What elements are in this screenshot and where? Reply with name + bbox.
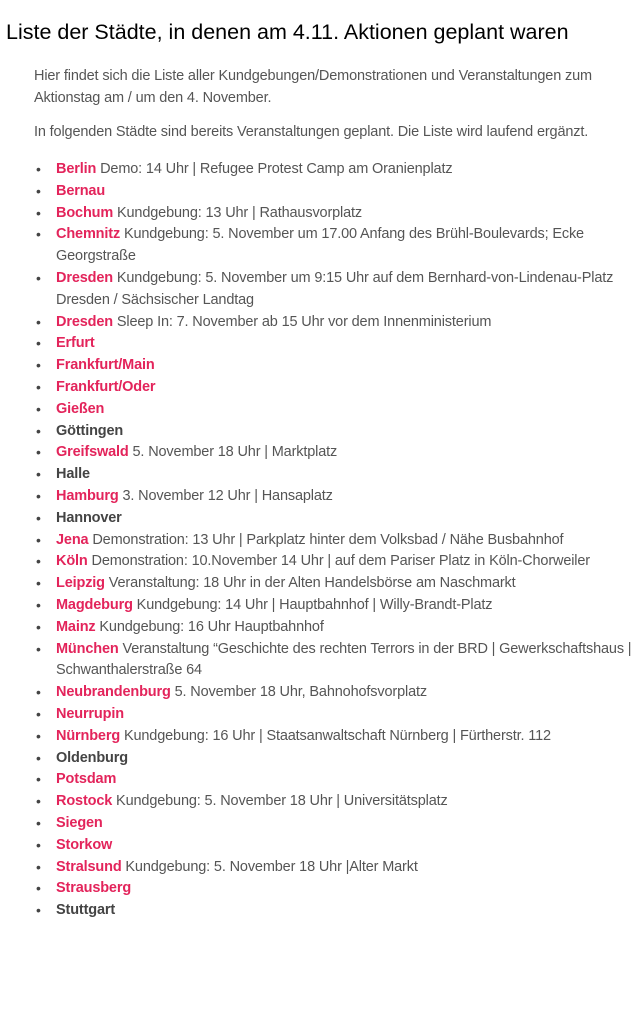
city-link[interactable]: Potsdam: [56, 771, 117, 788]
bullet-dot-icon: •: [36, 793, 41, 810]
bullet-dot-icon: •: [36, 204, 41, 221]
list-item: [34, 442, 634, 464]
list-item: [34, 573, 634, 595]
bullet-dot-icon: •: [36, 902, 41, 919]
event-detail: Demo: 14 Uhr | Refugee Protest Camp am Oranienplatz: [96, 161, 453, 177]
bullet-dot-icon: •: [36, 444, 41, 461]
city-name: Hannover: [56, 509, 122, 526]
bullet-dot-icon: •: [36, 705, 41, 722]
bullet-dot-icon: •: [36, 575, 41, 592]
list-item: [34, 704, 634, 726]
bullet-dot-icon: •: [36, 836, 41, 853]
list-item: [34, 508, 634, 530]
city-link[interactable]: Magdeburg: [56, 596, 133, 613]
event-detail: Kundgebung: 5. November 18 Uhr |Alter Markt: [121, 858, 418, 875]
city-link[interactable]: Rostock: [56, 793, 113, 810]
city-link[interactable]: Frankfurt/Oder: [56, 378, 156, 395]
list-item: [34, 464, 634, 486]
list-item: [34, 333, 634, 355]
bullet-dot-icon: •: [36, 400, 41, 417]
list-item: [34, 377, 634, 399]
list-item: [34, 486, 634, 508]
bullet-dot-icon: •: [36, 531, 41, 548]
city-link[interactable]: Frankfurt/Main: [56, 357, 155, 374]
city-link[interactable]: Berlin: [56, 161, 97, 177]
city-link[interactable]: Greifswald: [56, 444, 129, 461]
city-link[interactable]: Leipzig: [56, 575, 105, 592]
bullet-dot-icon: •: [36, 509, 41, 526]
list-item: [34, 813, 634, 835]
city-list: [34, 159, 634, 922]
bullet-dot-icon: •: [36, 487, 41, 504]
city-name: Oldenburg: [56, 749, 128, 766]
list-item: [34, 748, 634, 770]
bullet-dot-icon: •: [36, 684, 41, 701]
list-item: [34, 639, 634, 683]
event-detail: Kundgebung: 13 Uhr | Rathausvorplatz: [113, 204, 363, 221]
intro-paragraph: Hier findet sich die Liste aller Kundgebungen/Demonstrationen und Veranstaltungen zum Aktionstag am / um den 4. November.: [34, 68, 592, 106]
bullet-dot-icon: •: [36, 182, 41, 199]
list-item: [34, 421, 634, 443]
article-content: [34, 65, 634, 922]
list-item: [34, 617, 634, 639]
event-detail: 5. November 18 Uhr | Marktplatz: [128, 444, 338, 461]
list-item: [34, 878, 634, 900]
event-detail: Kundgebung: 16 Uhr | Staatsanwaltschaft Nürnberg | Fürtherstr. 112: [120, 727, 551, 744]
city-link[interactable]: Dresden: [56, 269, 113, 286]
list-item: [34, 595, 634, 617]
city-link[interactable]: Strausberg: [56, 880, 132, 897]
bullet-dot-icon: •: [36, 226, 41, 243]
intro-paragraph-update-note: In folgenden Städte sind bereits Veranstaltungen geplant. Die Liste wird laufend ergänzt.: [34, 124, 589, 140]
list-item: [34, 268, 634, 312]
event-detail: Kundgebung: 5. November um 9:15 Uhr auf dem Bernhard-von-Lindenau-Platz Dresden / Sächsischer Landtag: [56, 269, 614, 308]
bullet-dot-icon: •: [36, 378, 41, 395]
list-item: [34, 312, 634, 334]
bullet-dot-icon: •: [36, 553, 41, 570]
city-link[interactable]: München: [56, 640, 119, 657]
bullet-dot-icon: •: [36, 357, 41, 374]
list-item: [34, 159, 634, 181]
bullet-dot-icon: •: [36, 269, 41, 286]
list-item: [34, 682, 634, 704]
city-link[interactable]: Nürnberg: [56, 727, 121, 744]
event-detail: Demonstration: 10.November 14 Uhr | auf dem Pariser Platz in Köln-Chorweiler: [87, 553, 590, 570]
page-title: Liste der Städte, in denen am 4.11. Aktionen geplant waren: [6, 20, 569, 44]
city-link[interactable]: Storkow: [56, 836, 113, 853]
event-detail: Veranstaltung “Geschichte des rechten Terrors in der BRD | Gewerkschaftshaus | Schwanthalerstraße 64: [56, 640, 632, 679]
event-detail: Kundgebung: 5. November um 17.00 Anfang des Brühl-Boulevards; Ecke Georgstraße: [56, 226, 584, 265]
event-detail: Kundgebung: 14 Uhr | Hauptbahnhof | Willy-Brandt-Platz: [132, 596, 493, 613]
city-link[interactable]: Köln: [56, 553, 88, 570]
list-item: [34, 726, 634, 748]
event-detail: Veranstaltung: 18 Uhr in der Alten Handelsbörse am Naschmarkt: [104, 575, 516, 592]
city-name: Göttingen: [56, 422, 124, 439]
city-link[interactable]: Gießen: [56, 400, 105, 417]
bullet-dot-icon: •: [36, 618, 41, 635]
bullet-dot-icon: •: [36, 749, 41, 766]
event-detail: Kundgebung: 5. November 18 Uhr | Universitätsplatz: [112, 793, 448, 810]
city-link[interactable]: Neubrandenburg: [56, 684, 171, 701]
city-link[interactable]: Stralsund: [56, 858, 122, 875]
list-item: [34, 857, 634, 879]
city-link[interactable]: Chemnitz: [56, 226, 121, 243]
list-item: [34, 399, 634, 421]
event-detail: 3. November 12 Uhr | Hansaplatz: [118, 487, 333, 504]
city-link[interactable]: Dresden: [56, 313, 113, 330]
event-detail: Sleep In: 7. November ab 15 Uhr vor dem Innenministerium: [112, 313, 492, 330]
event-detail: Kundgebung: 16 Uhr Hauptbahnhof: [95, 618, 324, 635]
event-detail: 5. November 18 Uhr, Bahnohofsvorplatz: [170, 684, 427, 701]
list-item: [34, 900, 634, 922]
city-link[interactable]: Bochum: [56, 204, 114, 221]
list-item: [34, 551, 634, 573]
city-link[interactable]: Bernau: [56, 182, 106, 199]
bullet-dot-icon: •: [36, 814, 41, 831]
bullet-dot-icon: •: [36, 858, 41, 875]
city-name: Halle: [56, 466, 90, 483]
list-item: [34, 530, 634, 552]
list-item: [34, 791, 634, 813]
bullet-dot-icon: •: [36, 422, 41, 439]
bullet-dot-icon: •: [36, 466, 41, 483]
list-item: [34, 355, 634, 377]
list-item: [34, 835, 634, 857]
bullet-dot-icon: •: [36, 771, 41, 788]
bullet-dot-icon: •: [36, 640, 41, 657]
list-item: [34, 769, 634, 791]
city-name: Stuttgart: [56, 902, 116, 919]
city-link[interactable]: Hamburg: [56, 487, 119, 504]
city-link[interactable]: Jena: [56, 531, 89, 548]
list-item: [34, 224, 634, 268]
city-link[interactable]: Erfurt: [56, 335, 95, 352]
city-link[interactable]: Siegen: [56, 814, 103, 831]
bullet-dot-icon: •: [36, 161, 41, 177]
list-item: [34, 203, 634, 225]
list-item: [34, 181, 634, 203]
bullet-dot-icon: •: [36, 335, 41, 352]
bullet-dot-icon: •: [36, 880, 41, 897]
city-link[interactable]: Neurrupin: [56, 705, 124, 722]
bullet-dot-icon: •: [36, 313, 41, 330]
city-link[interactable]: Mainz: [56, 618, 96, 635]
event-detail: Demonstration: 13 Uhr | Parkplatz hinter dem Volksbad / Nähe Busbahnhof: [88, 531, 564, 548]
bullet-dot-icon: •: [36, 727, 41, 744]
bullet-dot-icon: •: [36, 596, 41, 613]
